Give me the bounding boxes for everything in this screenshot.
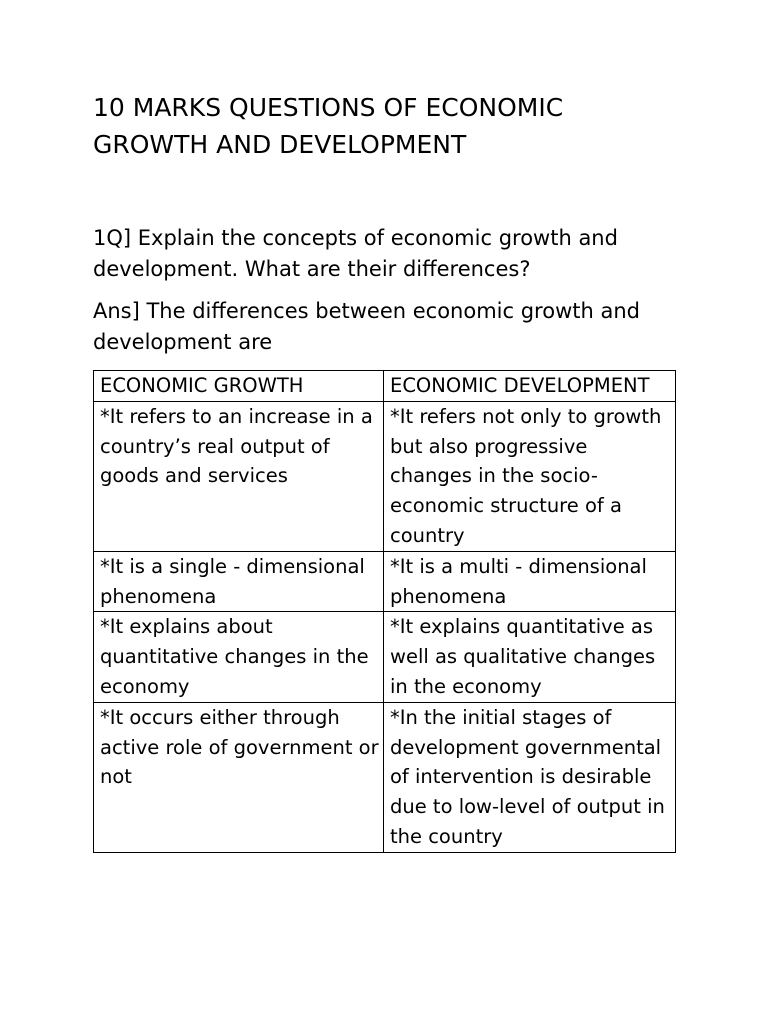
table-cell: *It is a single - dimensional phenomena <box>94 551 384 612</box>
table-cell: *It is a multi - dimensional phenomena <box>384 551 676 612</box>
table-cell: *It refers to an increase in a country’s real output of goods and services <box>94 401 384 551</box>
table-row <box>94 702 676 852</box>
table-header-row <box>94 371 676 402</box>
page-title: 10 MARKS QUESTIONS OF ECONOMIC GROWTH AND DEVELOPMENT <box>93 93 564 159</box>
table-row <box>94 551 676 612</box>
header-cell-growth: ECONOMIC GROWTH <box>94 371 384 402</box>
table-row <box>94 401 676 551</box>
table-cell: *It explains quantitative as well as qualitative changes in the economy <box>384 612 676 702</box>
table-cell: *It occurs either through active role of government or not <box>94 702 384 852</box>
table-cell: *In the initial stages of development governmental of intervention is desirable due to low-level of output in the country <box>384 702 676 852</box>
differences-table <box>93 370 676 853</box>
table-row <box>94 612 676 702</box>
header-cell-development: ECONOMIC DEVELOPMENT <box>384 371 676 402</box>
question-text: 1Q] Explain the concepts of economic growth and development. What are their differences? <box>93 226 618 281</box>
table-cell: *It refers not only to growth but also progressive changes in the socio-economic structure of a country <box>384 401 676 551</box>
table-cell: *It explains about quantitative changes in the economy <box>94 612 384 702</box>
answer-text: Ans] The differences between economic growth and development are <box>93 299 640 354</box>
